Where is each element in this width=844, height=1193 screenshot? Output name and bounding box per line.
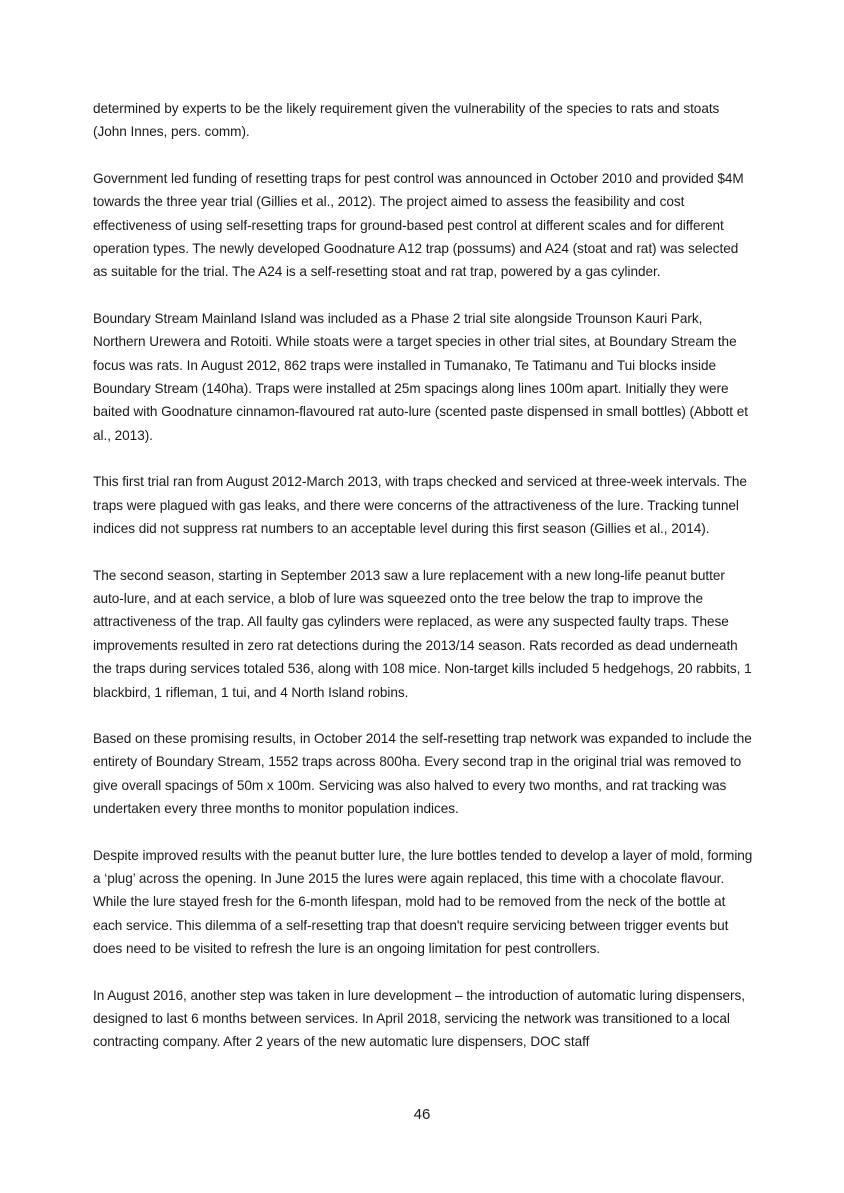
document-body (93, 97, 753, 1077)
paragraph-6: Based on these promising results, in October 2014 the self-resetting trap network was expanded to include the entirety of Boundary Stream, 1552 traps across 800ha. Every second trap in the original trial was removed to give overall spacings of 50m x 100m. Servicing was also halved to every two months, and rat tracking was undertaken every three months to monitor population indices. (93, 730, 752, 817)
paragraph-3: Boundary Stream Mainland Island was included as a Phase 2 trial site alongside Trounson Kauri Park, Northern Urewera and Rotoiti. While stoats were a target species in other trial sites, at Boundary Stream the focus was rats. In August 2012, 862 traps were installed in Tumanako, Te Tatimanu and Tui blocks inside Boundary Stream (140ha). Traps were installed at 25m spacings along lines 100m apart. Initially they were baited with Goodnature cinnamon-flavoured rat auto-lure (scented paste dispensed in small bottles) (Abbott et al., 2013). (93, 310, 748, 443)
page-number: 46 (413, 1106, 431, 1123)
paragraph-4: This first trial ran from August 2012-March 2013, with traps checked and serviced at three-week intervals. The traps were plagued with gas leaks, and there were concerns of the attractiveness of the lure. Tracking tunnel indices did not suppress rat numbers to an acceptable level during this first season (Gillies et al., 2014). (93, 474, 747, 537)
paragraph-5: The second season, starting in September 2013 saw a lure replacement with a new long-life peanut butter auto-lure, and at each service, a blob of lure was squeezed onto the tree below the trap to improve the attractiveness of the trap. All faulty gas cylinders were replaced, as were any suspected faulty traps. These improvements resulted in zero rat detections during the 2013/14 season. Rats recorded as dead underneath the traps during services totaled 536, along with 108 mice. Non-target kills included 5 hedgehogs, 20 rabbits, 1 blackbird, 1 rifleman, 1 tui, and 4 North Island robins. (93, 567, 752, 700)
paragraph-2: Government led funding of resetting traps for pest control was announced in October 2010 and provided $4M towards the three year trial (Gillies et al., 2012). The project aimed to assess the feasibility and cost effectiveness of using self-resetting traps for ground-based pest control at different scales and for different operation types. The newly developed Goodnature A12 trap (possums) and A24 (stoat and rat) was selected as suitable for the trial. The A24 is a self-resetting stoat and rat trap, powered by a gas cylinder. (93, 170, 744, 280)
paragraph-7: Despite improved results with the peanut butter lure, the lure bottles tended to develop a layer of mold, forming a ‘plug’ across the opening. In June 2015 the lures were again replaced, this time with a chocolate flavour. While the lure stayed fresh for the 6-month lifespan, mold had to be removed from the neck of the bottle at each service. This dilemma of a self-resetting trap that doesn't require servicing between trigger events but does need to be visited to refresh the lure is an ongoing limitation for pest controllers. (93, 847, 753, 957)
paragraph-1: determined by experts to be the likely requirement given the vulnerability of the species to rats and stoats (John Innes, pers. comm). (93, 101, 720, 140)
paragraph-8: In August 2016, another step was taken in lure development – the introduction of automatic luring dispensers, designed to last 6 months between services. In April 2018, servicing the network was transitioned to a local contracting company. After 2 years of the new automatic lure dispensers, DOC staff (93, 987, 745, 1050)
